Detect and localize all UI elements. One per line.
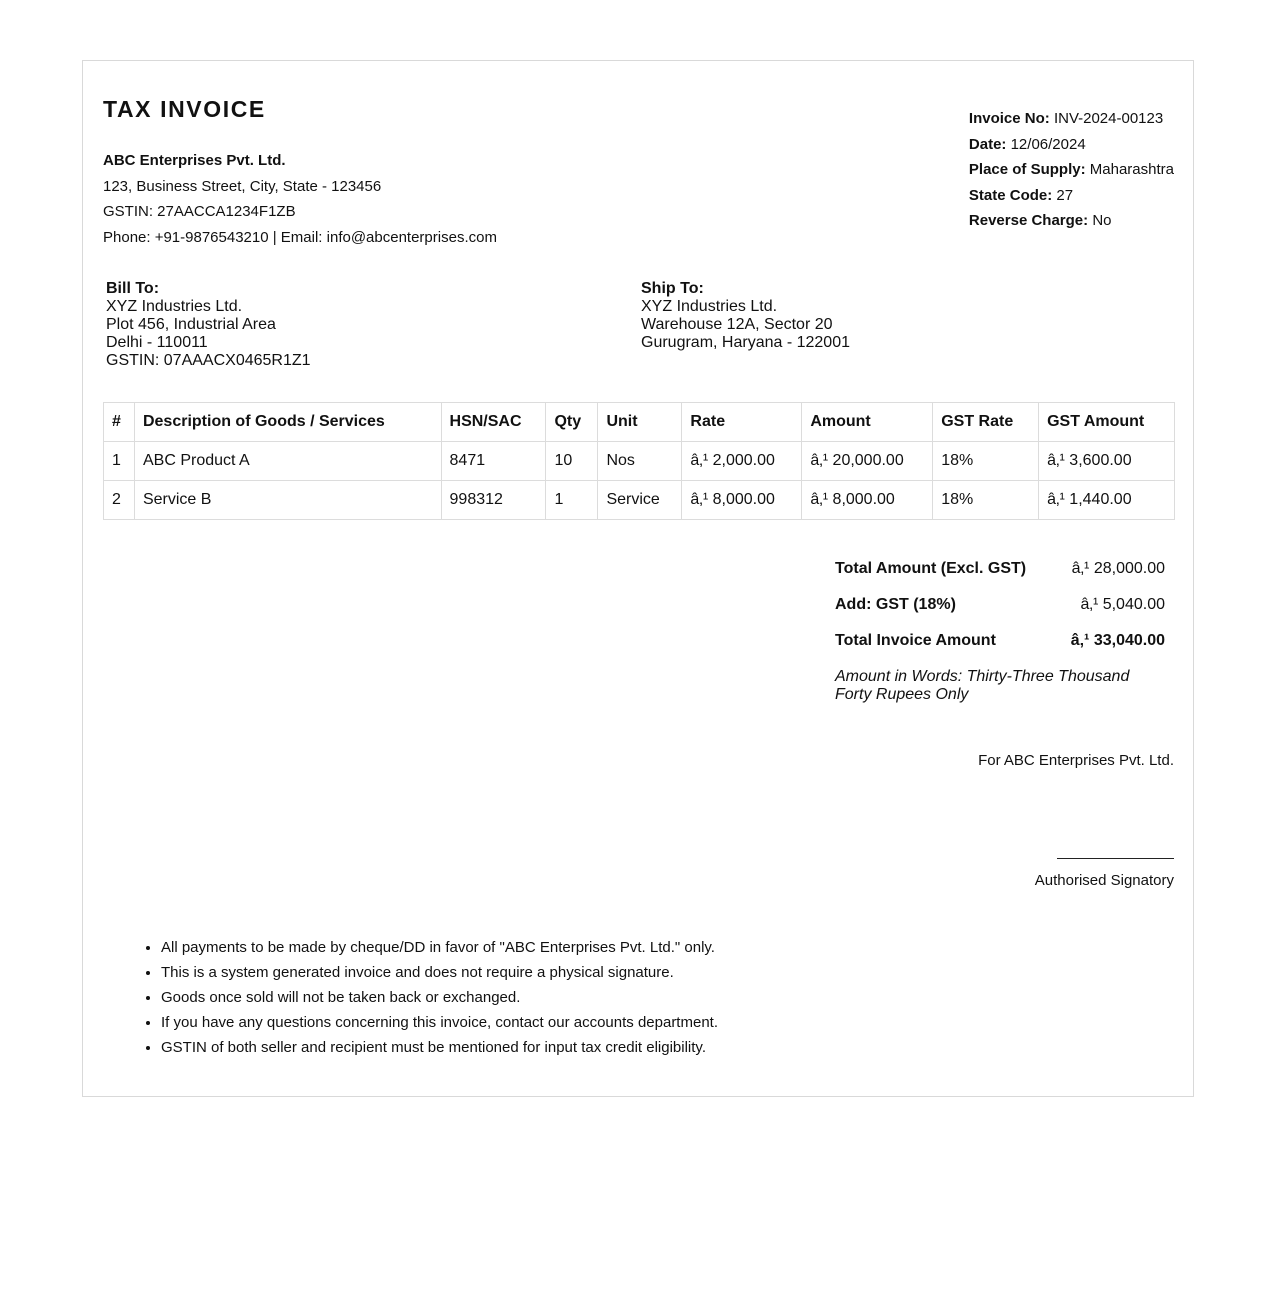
invoice-number xyxy=(969,106,1174,132)
list-item: • This is a system generated invoice and does not require a physical signature. xyxy=(161,960,718,985)
bill-to-label: Bill To: xyxy=(106,280,160,297)
total-excl-gst-value: â‚¹ 28,000.00 xyxy=(1071,560,1165,577)
table-cell: â‚¹ 8,000.00 xyxy=(802,481,933,520)
amount-in-words: Amount in Words: Thirty-Three Thousand Forty Rupees Only xyxy=(835,668,1130,703)
table-cell: 18% xyxy=(933,442,1039,481)
ship-to-line: Gurugram, Haryana - 122001 xyxy=(641,334,850,351)
grand-total-label: Total Invoice Amount xyxy=(835,632,996,649)
ship-to-label: Ship To: xyxy=(641,280,704,297)
list-item: • Goods once sold will not be taken back or exchanged. xyxy=(161,985,718,1010)
table-cell: â‚¹ 8,000.00 xyxy=(682,481,802,520)
gst-label: Add: GST (18%) xyxy=(835,596,956,613)
table-row xyxy=(104,442,1175,481)
bill-to-block xyxy=(106,280,311,370)
column-header: HSN/SAC xyxy=(441,403,546,442)
seller-gstin: GSTIN: 27AACCA1234F1ZB xyxy=(103,203,296,220)
column-header: # xyxy=(104,403,135,442)
table-cell: 998312 xyxy=(441,481,546,520)
reverse-charge-label: Reverse Charge: xyxy=(968,212,1089,229)
grand-total-row xyxy=(835,623,1165,659)
state-code xyxy=(969,183,1174,209)
invoice-date-value: 12/06/2024 xyxy=(1010,135,1086,153)
seller-contact: Phone: +91-9876543210 | Email: info@abcenterprises.com xyxy=(103,228,497,246)
table-cell: 2 xyxy=(104,481,135,520)
column-header: GST Amount xyxy=(1039,403,1175,442)
column-header: Rate xyxy=(682,403,802,442)
seller-details xyxy=(103,148,497,250)
gst-row xyxy=(835,587,1165,623)
ship-to-line: Warehouse 12A, Sector 20 xyxy=(641,316,833,333)
invoice-number-label: Invoice No: xyxy=(968,110,1050,127)
place-of-supply-label: Place of Supply: xyxy=(968,161,1086,178)
bill-to-line: Plot 456, Industrial Area xyxy=(106,316,276,333)
reverse-charge-value: No xyxy=(1092,212,1112,229)
table-cell: â‚¹ 1,440.00 xyxy=(1039,481,1175,520)
table-cell: 1 xyxy=(104,442,135,481)
gst-value: â‚¹ 5,040.00 xyxy=(1080,596,1165,613)
invoice-title: TAX INVOICE xyxy=(103,96,266,122)
table-cell: â‚¹ 2,000.00 xyxy=(682,442,802,481)
list-item: • If you have any questions concerning this invoice, contact our accounts department. xyxy=(161,1010,718,1035)
total-excl-gst-label: Total Amount (Excl. GST) xyxy=(835,560,1027,577)
column-header: GST Rate xyxy=(933,403,1039,442)
column-header: Unit xyxy=(598,403,682,442)
bill-to-line: GSTIN: 07AAACX0465R1Z1 xyxy=(106,352,311,369)
seller-name: ABC Enterprises Pvt. Ltd. xyxy=(103,152,286,169)
ship-to-line: XYZ Industries Ltd. xyxy=(641,298,778,315)
column-header: Description of Goods / Services xyxy=(134,403,441,442)
invoice-number-value: INV-2024-00123 xyxy=(1053,110,1164,127)
totals-summary xyxy=(835,551,1165,659)
table-cell: â‚¹ 20,000.00 xyxy=(802,442,933,481)
place-of-supply xyxy=(969,157,1174,183)
column-header: Amount xyxy=(802,403,933,442)
table-header-row xyxy=(104,403,1175,442)
table-cell: Service xyxy=(598,481,682,520)
list-item: • GSTIN of both seller and recipient must be mentioned for input tax credit eligibility. xyxy=(161,1035,718,1060)
table-cell: 8471 xyxy=(441,442,546,481)
list-item: • All payments to be made by cheque/DD in favor of "ABC Enterprises Pvt. Ltd." only. xyxy=(161,935,718,960)
table-row xyxy=(104,481,1175,520)
signature-line xyxy=(1057,858,1174,859)
invoice-document xyxy=(82,60,1194,1097)
reverse-charge xyxy=(969,208,1174,234)
invoice-meta xyxy=(969,106,1174,234)
bill-to-line: XYZ Industries Ltd. xyxy=(106,298,243,315)
table-cell: ABC Product A xyxy=(134,442,441,481)
seller-address: 123, Business Street, City, State - 123456 xyxy=(103,177,382,195)
table-cell: 18% xyxy=(933,481,1039,520)
table-cell: â‚¹ 3,600.00 xyxy=(1039,442,1175,481)
for-company-text: For ABC Enterprises Pvt. Ltd. xyxy=(978,752,1174,769)
place-of-supply-value: Maharashtra xyxy=(1089,161,1174,178)
grand-total-value: â‚¹ 33,040.00 xyxy=(1070,632,1165,649)
terms-list xyxy=(121,935,718,1060)
bill-to-line: Delhi - 110011 xyxy=(106,334,208,351)
ship-to-block xyxy=(641,280,850,352)
invoice-date xyxy=(969,132,1174,158)
table-cell: Nos xyxy=(598,442,682,481)
state-code-value: 27 xyxy=(1056,186,1074,204)
table-cell: 1 xyxy=(546,481,598,520)
state-code-label: State Code: xyxy=(968,186,1053,204)
table-cell: Service B xyxy=(134,481,441,520)
table-cell: 10 xyxy=(546,442,598,481)
invoice-date-label: Date: xyxy=(968,135,1007,153)
authorised-signatory-label: Authorised Signatory xyxy=(1034,872,1174,889)
column-header: Qty xyxy=(546,403,598,442)
items-table xyxy=(103,402,1175,520)
total-excl-gst-row xyxy=(835,551,1165,587)
